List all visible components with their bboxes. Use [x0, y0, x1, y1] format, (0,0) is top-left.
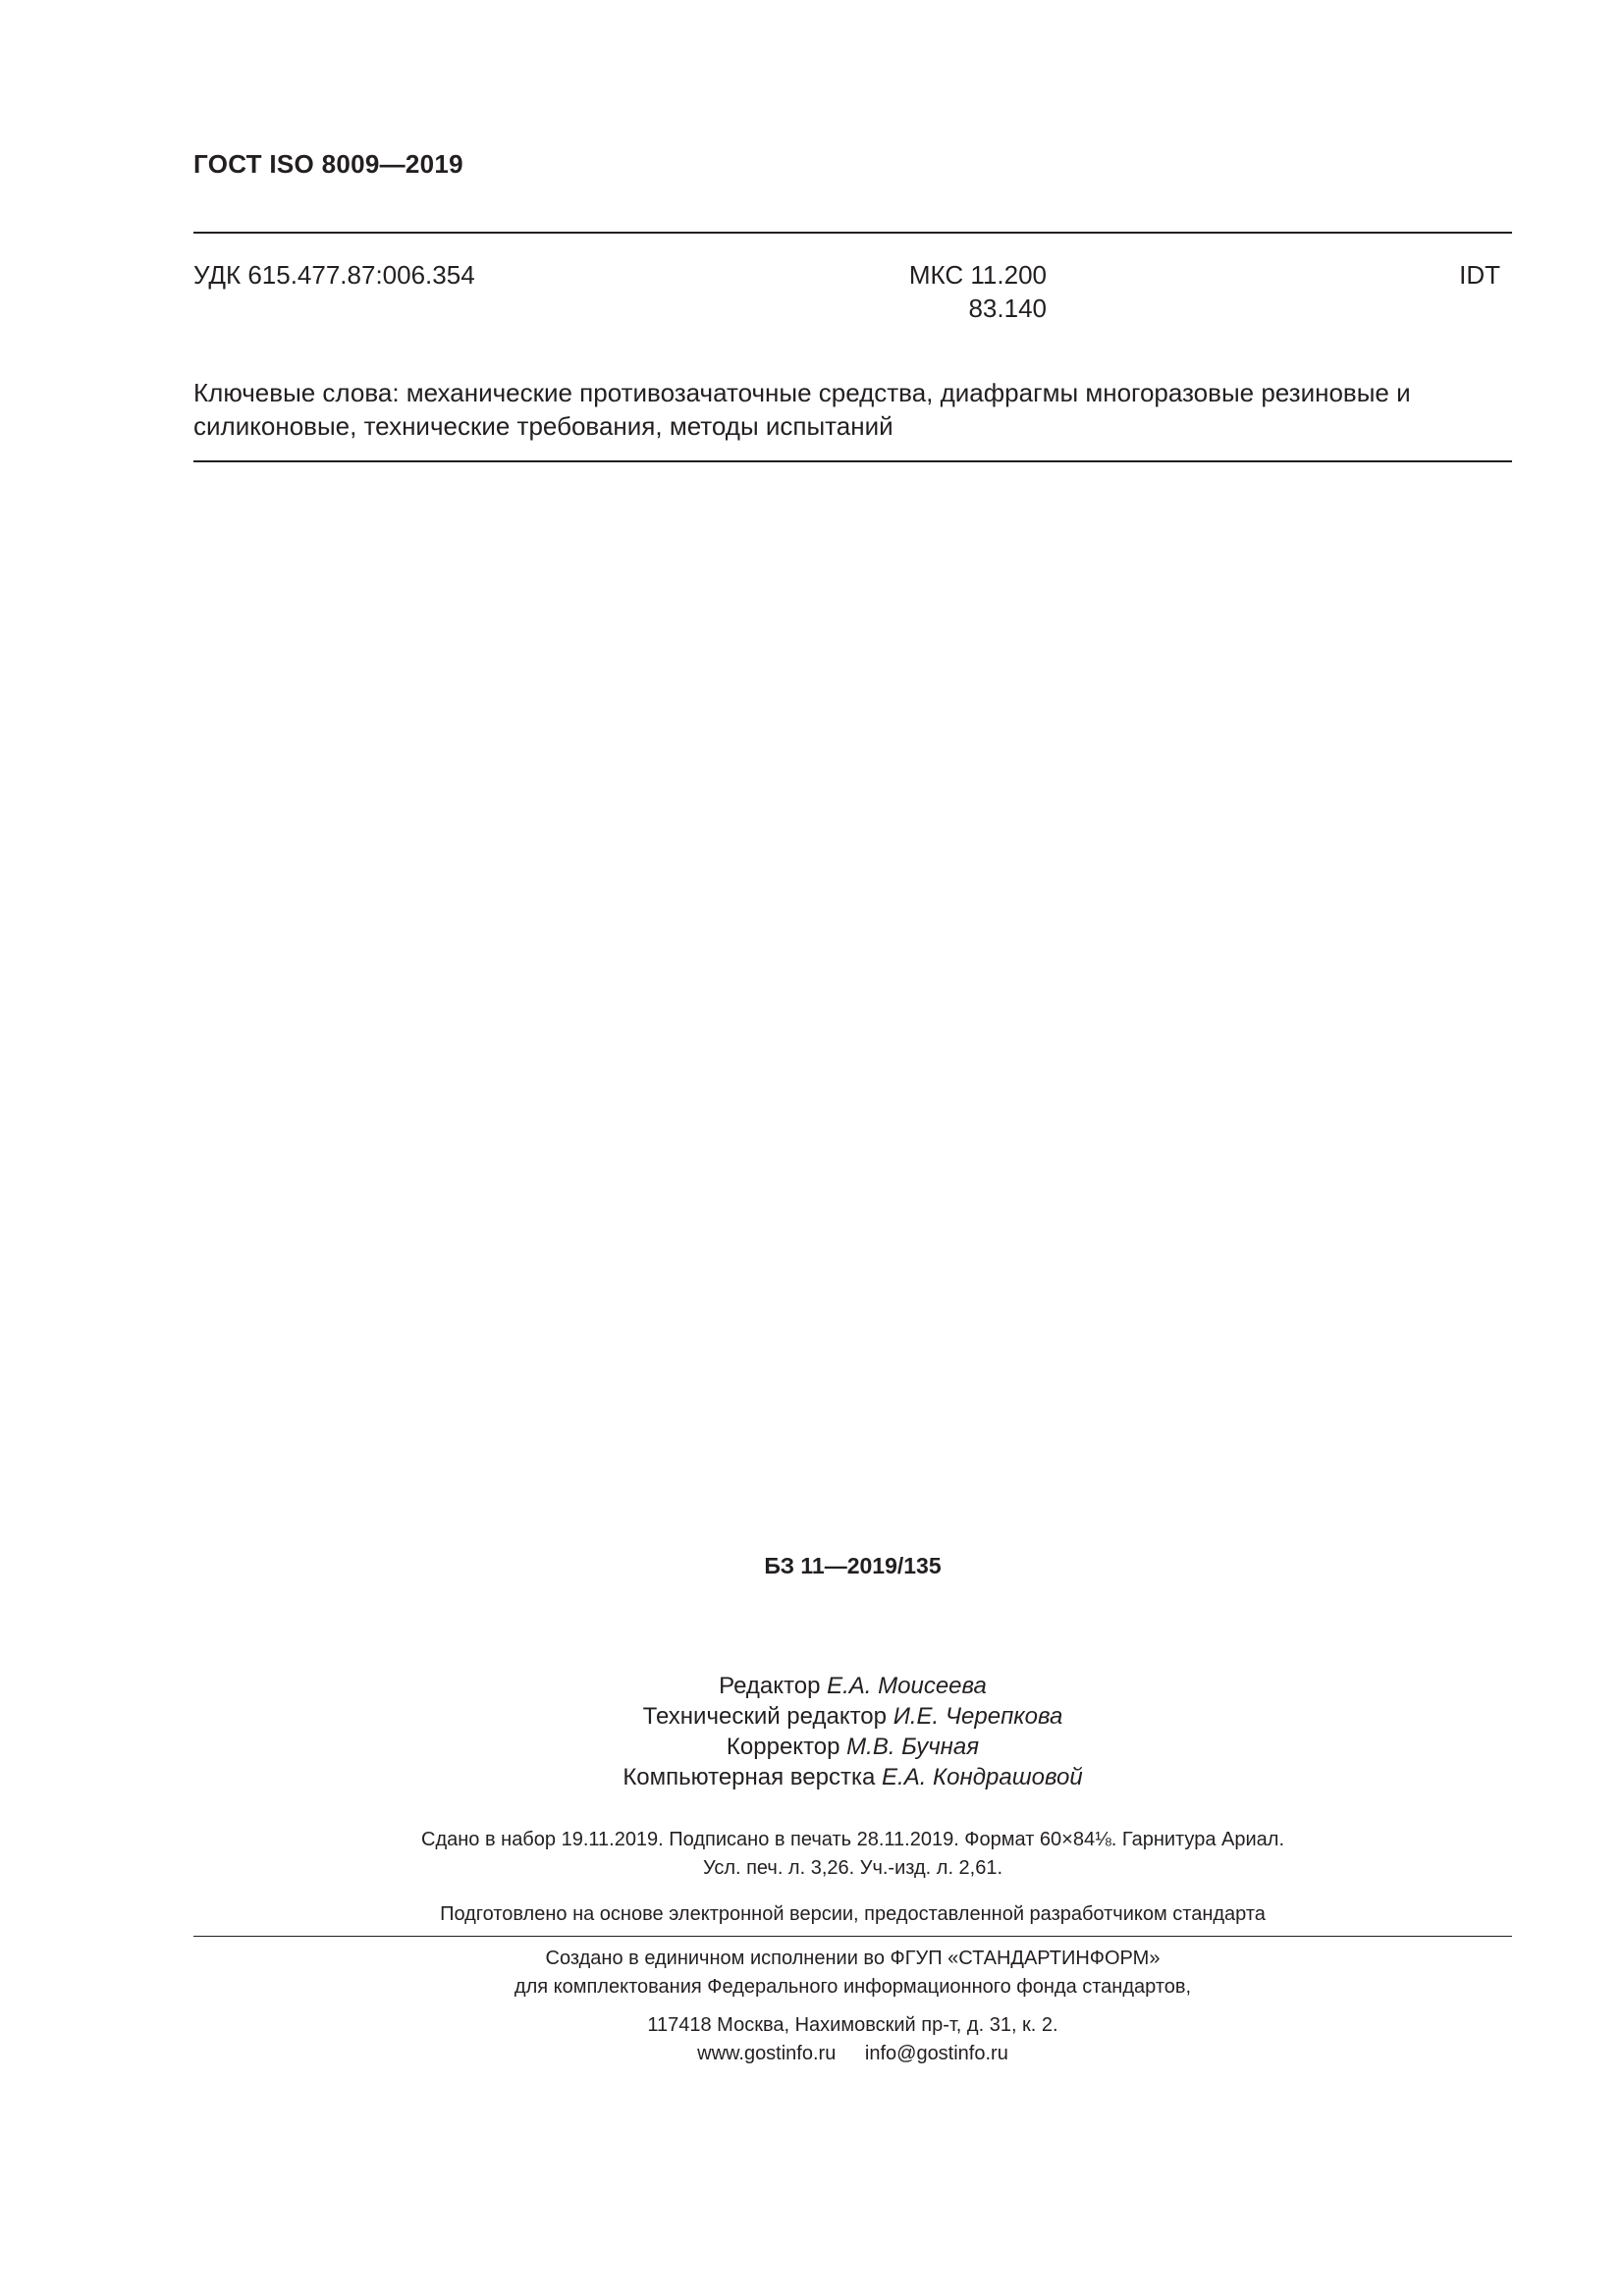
- staff-editor: [193, 1671, 1512, 1701]
- staff-role: Корректор: [726, 1734, 840, 1760]
- staff-role: Компьютерная верстка: [623, 1764, 876, 1790]
- staff-name: И.Е. Черепкова: [893, 1703, 1063, 1730]
- staff-tech-editor: [193, 1701, 1512, 1732]
- prepared-note: Подготовлено на основе электронной версии, предоставленной разработчиком стандарта: [440, 1903, 1266, 1925]
- keywords-divider: [193, 460, 1512, 462]
- publisher-contacts: [193, 2011, 1512, 2068]
- publisher-web: [193, 2040, 1512, 2068]
- created-line-1: Создано в единичном исполнении во ФГУП «СТАНДАРТИНФОРМ»: [545, 1948, 1161, 1969]
- staff-role: Редактор: [719, 1673, 821, 1699]
- document-code: ГОСТ ISO 8009—2019: [193, 149, 463, 179]
- bz-number: БЗ 11—2019/135: [764, 1553, 942, 1578]
- staff-credits: [193, 1671, 1512, 1792]
- staff-name: Е.А. Моисеева: [827, 1673, 987, 1699]
- staff-layout: [193, 1762, 1512, 1792]
- staff-name: Е.А. Кондрашовой: [882, 1764, 1083, 1790]
- print-info-line-2: Усл. печ. л. 3,26. Уч.-изд. л. 2,61.: [702, 1857, 1003, 1879]
- email-link[interactable]: info@gostinfo.ru: [864, 2043, 1008, 2064]
- created-note: [193, 1945, 1512, 2002]
- staff-name: М.В. Бучная: [846, 1734, 980, 1760]
- print-info-line-1: Сдано в набор 19.11.2019. Подписано в печать 28.11.2019. Формат 60×84⅛. Гарнитура Ариал.: [421, 1829, 1284, 1850]
- staff-role: Технический редактор: [642, 1703, 888, 1730]
- created-line-2: для комплектования Федерального информационного фонда стандартов,: [514, 1976, 1192, 1998]
- keywords: Ключевые слова: механические противозачаточные средства, диафрагмы многоразовые резиновые и силиконовые, технические требования, методы испытаний: [193, 378, 1411, 441]
- website-link[interactable]: www.gostinfo.ru: [697, 2043, 837, 2064]
- imprint-divider: [193, 1936, 1512, 1937]
- mks-codes: [897, 258, 1047, 325]
- mks-code-1: МКС 11.200: [908, 260, 1047, 290]
- udk-code: УДК 615.477.87:006.354: [193, 260, 475, 290]
- print-info: [193, 1826, 1512, 1883]
- top-divider: [193, 232, 1512, 234]
- mks-code-2: 83.140: [968, 294, 1047, 323]
- idt-label: IDT: [1459, 260, 1500, 290]
- staff-corrector: [193, 1732, 1512, 1762]
- publisher-address: 117418 Москва, Нахимовский пр-т, д. 31, к. 2.: [647, 2014, 1058, 2036]
